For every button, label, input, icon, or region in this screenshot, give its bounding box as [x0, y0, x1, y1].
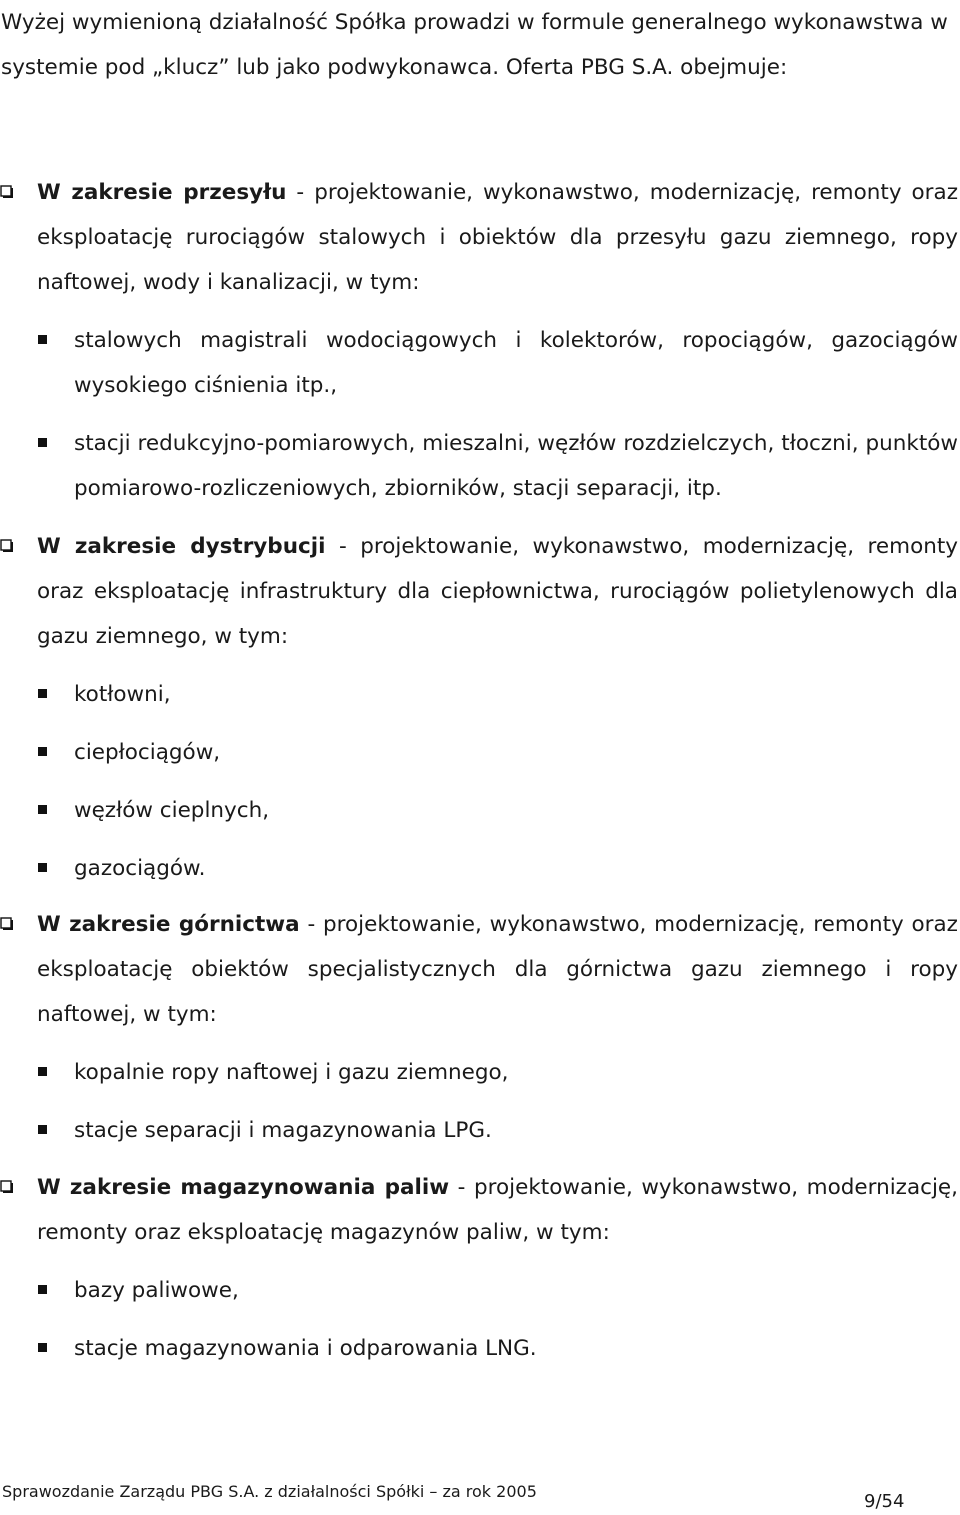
sub-list [0, 1050, 958, 1153]
checkbox-bullet-icon [0, 1180, 13, 1193]
list-item-text: stacje separacji i magazynowania LPG. [74, 1118, 492, 1143]
square-bullet-icon [38, 863, 47, 872]
list-item-text: stacji redukcyjno-pomiarowych, mieszalni, węzłów rozdzielczych, tłoczni, punktów pomiarowo-rozliczeniowych, zbiorników, stacji separacji, itp. [74, 431, 958, 501]
intro-paragraph: Wyżej wymienioną działalność Spółka prowadzi w formule generalnego wykonawstwa w systemie pod „klucz” lub jako podwykonawca. Oferta PBG S.A. obejmuje: [1, 10, 948, 80]
list-item [0, 1326, 958, 1371]
list-item-text: kotłowni, [74, 682, 171, 707]
checkbox-bullet-icon [0, 917, 13, 930]
sub-list [0, 1268, 958, 1371]
section-text: projektowanie, wykonawstwo, modernizację, remonty oraz eksploatację magazynów paliw, w tym: [37, 1175, 958, 1245]
section-gornictwo [0, 902, 958, 1153]
list-item [0, 672, 958, 717]
list-item-text: ciepłociągów, [74, 740, 221, 765]
list-item [0, 1050, 958, 1095]
list-item [0, 1268, 958, 1313]
list-item-text: kopalnie ropy naftowej i gazu ziemnego, [74, 1060, 509, 1085]
square-bullet-icon [38, 438, 47, 447]
section-separator: - [299, 912, 323, 937]
section-text: projektowanie, wykonawstwo, modernizację, remonty oraz eksploatację rurociągów stalowych i obiektów dla przesyłu gazu ziemnego, ropy naftowej, wody i kanalizacji, w tym: [37, 180, 958, 295]
section-heading [0, 524, 958, 659]
section-title: W zakresie magazynowania paliw [37, 1175, 450, 1200]
page-number: 9/54 [864, 1491, 905, 1512]
square-bullet-icon [38, 689, 47, 698]
section-title: W zakresie dystrybucji [37, 534, 326, 559]
list-item [0, 1108, 958, 1153]
list-item [0, 421, 958, 511]
square-bullet-icon [38, 1285, 47, 1294]
list-item [0, 788, 958, 833]
list-item [0, 846, 958, 891]
list-item-text: stacje magazynowania i odparowania LNG. [74, 1336, 537, 1361]
list-item-text: gazociągów. [74, 856, 206, 881]
list-item-text: stalowych magistrali wodociągowych i kolektorów, ropociągów, gazociągów wysokiego ciśnienia itp., [74, 328, 958, 398]
sub-list [0, 318, 958, 511]
section-text: projektowanie, wykonawstwo, modernizację, remonty oraz eksploatację infrastruktury dla ciepłownictwa, rurociągów polietylenowych dla gazu ziemnego, w tym: [37, 534, 958, 649]
square-bullet-icon [38, 1067, 47, 1076]
section-separator: - [449, 1175, 474, 1200]
section-magazynowanie [0, 1165, 958, 1371]
square-bullet-icon [38, 805, 47, 814]
section-separator: - [286, 180, 315, 205]
section-heading [0, 902, 958, 1037]
square-bullet-icon [38, 747, 47, 756]
list-item-text: bazy paliwowe, [74, 1278, 239, 1303]
square-bullet-icon [38, 1343, 47, 1352]
section-separator: - [325, 534, 361, 559]
list-item [0, 318, 958, 408]
sub-list [0, 672, 958, 891]
section-title: W zakresie przesyłu [37, 180, 287, 205]
square-bullet-icon [38, 1125, 47, 1134]
section-dystrybucja [0, 524, 958, 891]
checkbox-bullet-icon [0, 185, 13, 198]
checkbox-bullet-icon [0, 539, 13, 552]
list-item-text: węzłów cieplnych, [74, 798, 270, 823]
list-item [0, 730, 958, 775]
square-bullet-icon [38, 335, 47, 344]
section-przesyl [0, 170, 958, 511]
section-text: projektowanie, wykonawstwo, modernizację, remonty oraz eksploatację obiektów specjalistycznych dla górnictwa gazu ziemnego i ropy naftowej, w tym: [37, 912, 958, 1027]
section-title: W zakresie górnictwa [37, 912, 300, 937]
footer-report-title: Sprawozdanie Zarządu PBG S.A. z działalności Spółki – za rok 2005 [2, 1482, 537, 1501]
section-heading [0, 170, 958, 305]
section-heading [0, 1165, 958, 1255]
